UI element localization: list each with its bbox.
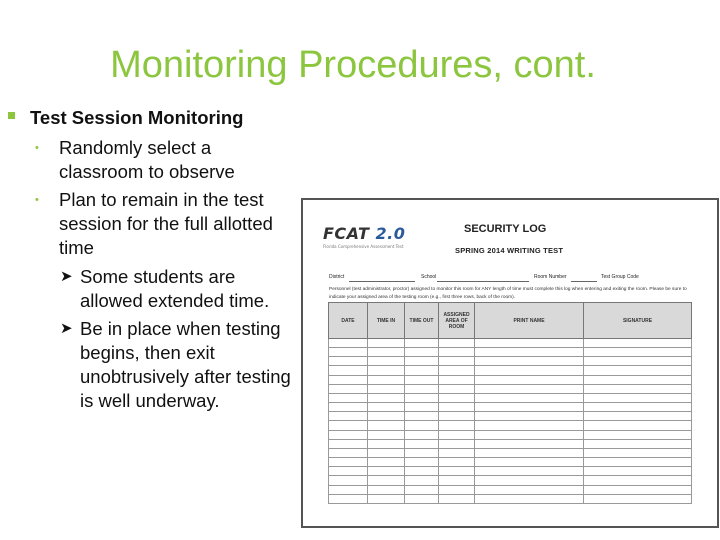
arrow-bullet-icon: ➤ (60, 268, 73, 285)
table-cell (405, 348, 439, 357)
table-cell (329, 494, 368, 503)
table-cell (368, 476, 405, 485)
table-cell (584, 366, 692, 375)
table-cell (368, 494, 405, 503)
table-cell (329, 421, 368, 430)
slide-title: Monitoring Procedures, cont. (110, 44, 596, 86)
table-cell (439, 403, 475, 412)
sub-bullet-text: Some students are allowed extended time. (80, 266, 270, 311)
table-cell (329, 348, 368, 357)
table-row (329, 430, 692, 439)
table-cell (475, 348, 584, 357)
table-cell (405, 476, 439, 485)
table-cell (368, 393, 405, 402)
table-cell (368, 467, 405, 476)
table-cell (475, 430, 584, 439)
table-cell (368, 403, 405, 412)
district-label: District (329, 274, 345, 280)
table-cell (329, 403, 368, 412)
table-cell (475, 494, 584, 503)
table-cell (405, 403, 439, 412)
table-cell (439, 366, 475, 375)
table-cell (584, 494, 692, 503)
sub-bullet-item (8, 317, 300, 413)
table-cell (368, 366, 405, 375)
table-row (329, 357, 692, 366)
table-cell (368, 384, 405, 393)
table-row (329, 403, 692, 412)
table-cell (584, 430, 692, 439)
district-line (349, 281, 415, 282)
table-cell (368, 430, 405, 439)
table-cell (584, 357, 692, 366)
header-fields (329, 274, 689, 284)
table-cell (329, 458, 368, 467)
table-cell (368, 439, 405, 448)
table-cell (405, 421, 439, 430)
table-row (329, 448, 692, 457)
table-row (329, 384, 692, 393)
table-cell (439, 412, 475, 421)
table-cell (439, 393, 475, 402)
column-header: DATE (329, 303, 368, 339)
table-cell (584, 348, 692, 357)
table-cell (584, 339, 692, 348)
room-number-label: Room Number (534, 274, 567, 280)
table-row (329, 366, 692, 375)
school-label: School (421, 274, 437, 280)
table-row (329, 494, 692, 503)
table-cell (405, 375, 439, 384)
table-cell (329, 366, 368, 375)
table-cell (475, 393, 584, 402)
table-cell (584, 458, 692, 467)
bullet-item (8, 188, 300, 260)
column-header: TIME IN (368, 303, 405, 339)
heading-text: Test Session Monitoring (30, 107, 244, 128)
table-cell (405, 439, 439, 448)
dot-bullet-icon: • (35, 142, 39, 154)
table-cell (368, 458, 405, 467)
table-cell (405, 357, 439, 366)
table-row (329, 412, 692, 421)
table-cell (584, 476, 692, 485)
table-cell (368, 485, 405, 494)
logo-text: FCAT (323, 224, 370, 243)
table-cell (475, 476, 584, 485)
table-row (329, 421, 692, 430)
table-cell (439, 384, 475, 393)
table-cell (329, 467, 368, 476)
table-cell (329, 384, 368, 393)
table-cell (584, 439, 692, 448)
table-cell (405, 384, 439, 393)
table-cell (329, 448, 368, 457)
bullet-heading (8, 106, 300, 130)
test-group-code-label: Test Group Code (601, 274, 639, 280)
table-cell (475, 366, 584, 375)
table-cell (475, 412, 584, 421)
table-cell (584, 403, 692, 412)
table-row (329, 439, 692, 448)
table-cell (439, 430, 475, 439)
table-cell (439, 348, 475, 357)
table-cell (329, 412, 368, 421)
table-cell (584, 375, 692, 384)
table-cell (368, 357, 405, 366)
fcat-logo (323, 224, 405, 249)
table-row (329, 375, 692, 384)
table-cell (405, 339, 439, 348)
table-cell (584, 448, 692, 457)
table-cell (368, 375, 405, 384)
table-body (329, 339, 692, 504)
table-cell (439, 485, 475, 494)
column-header: TIME OUT (405, 303, 439, 339)
sub-bullet-text: Be in place when testing begins, then exit unobtrusively after testing is well underway. (80, 318, 291, 411)
table-cell (584, 412, 692, 421)
table-cell (368, 412, 405, 421)
table-row (329, 467, 692, 476)
table-row (329, 348, 692, 357)
table-cell (475, 467, 584, 476)
security-log-document (301, 198, 719, 528)
table-cell (475, 485, 584, 494)
table-cell (439, 357, 475, 366)
square-bullet-icon (8, 112, 15, 119)
column-header: PRINT NAME (475, 303, 584, 339)
table-cell (475, 403, 584, 412)
table-cell (584, 485, 692, 494)
table-cell (475, 448, 584, 457)
table-cell (439, 476, 475, 485)
table-row (329, 339, 692, 348)
bullet-list (8, 106, 300, 413)
table-cell (329, 476, 368, 485)
table-cell (329, 430, 368, 439)
bullet-text: Randomly select a classroom to observe (59, 137, 235, 182)
table-cell (584, 467, 692, 476)
security-log-table (328, 302, 692, 504)
table-cell (439, 439, 475, 448)
table-cell (475, 339, 584, 348)
table-cell (405, 430, 439, 439)
table-cell (405, 412, 439, 421)
logo-tagline: Florida Comprehensive Assessment Test (323, 244, 404, 249)
arrow-bullet-icon: ➤ (60, 320, 73, 337)
column-header: SIGNATURE (584, 303, 692, 339)
table-cell (439, 467, 475, 476)
table-cell (475, 384, 584, 393)
instructions: Personnel (test administrator, proctor) assigned to monitor this room for ANY length of time must complete this log when entering and exiting the room. Please be sure to indicate your assigned area of the testing room (e.g., first three rows, back of the room). (329, 287, 687, 300)
table-cell (329, 339, 368, 348)
dot-bullet-icon: • (35, 194, 39, 206)
table-cell (405, 467, 439, 476)
table-cell (405, 393, 439, 402)
table-cell (329, 485, 368, 494)
table-cell (368, 339, 405, 348)
sub-bullet-item (8, 265, 300, 313)
table-cell (329, 439, 368, 448)
table-header-row (329, 303, 692, 339)
table-cell (475, 357, 584, 366)
table-cell (405, 448, 439, 457)
document-subtitle: SPRING 2014 WRITING TEST (455, 246, 564, 255)
table-cell (329, 393, 368, 402)
table-cell (439, 494, 475, 503)
room-number-line (571, 281, 597, 282)
table-cell (368, 448, 405, 457)
table-cell (405, 485, 439, 494)
logo-number: 2.0 (375, 224, 406, 243)
table-cell (584, 421, 692, 430)
table-cell (368, 421, 405, 430)
bullet-text: Plan to remain in the test session for the full allotted time (59, 189, 273, 258)
table-cell (405, 494, 439, 503)
school-line (437, 281, 529, 282)
bullet-item (8, 136, 300, 184)
column-header: ASSIGNED AREA OF ROOM (439, 303, 475, 339)
table-cell (439, 458, 475, 467)
table-cell (439, 421, 475, 430)
table-cell (329, 357, 368, 366)
table-row (329, 393, 692, 402)
table-cell (439, 339, 475, 348)
table-cell (475, 375, 584, 384)
table-row (329, 476, 692, 485)
table-row (329, 458, 692, 467)
table-row (329, 485, 692, 494)
table-cell (405, 366, 439, 375)
table-cell (584, 393, 692, 402)
table-cell (405, 458, 439, 467)
table-cell (439, 448, 475, 457)
table-cell (439, 375, 475, 384)
table-cell (475, 421, 584, 430)
table-cell (475, 458, 584, 467)
table-cell (329, 375, 368, 384)
table-cell (475, 439, 584, 448)
table-cell (584, 384, 692, 393)
document-title: SECURITY LOG (464, 223, 547, 235)
table-cell (368, 348, 405, 357)
